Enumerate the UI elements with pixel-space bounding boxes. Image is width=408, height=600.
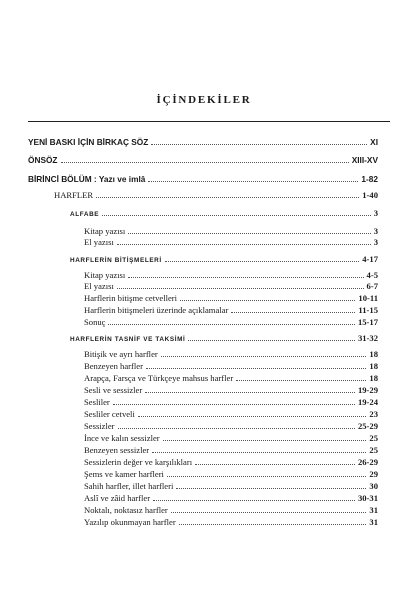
toc-entry	[28, 174, 378, 184]
toc-leader-dots	[148, 175, 358, 182]
toc-entry-title: Kitap yazısı	[84, 226, 126, 236]
toc-leader-dots	[163, 434, 367, 441]
toc-entry	[84, 226, 378, 236]
toc-entry-page: 25-29	[357, 421, 378, 431]
toc-entry	[84, 517, 378, 527]
toc-leader-dots	[180, 294, 355, 301]
toc-entry-page: 18	[369, 349, 378, 359]
toc-entry-title: Harflerin bitişme cetvelleri	[84, 293, 178, 303]
toc-leader-dots	[128, 227, 370, 234]
toc-entry-title: Aslî ve zâid harfler	[84, 493, 151, 503]
toc-entry-page: 3	[373, 226, 378, 236]
toc-entry-title: Sesliler	[84, 397, 110, 407]
toc-entry-page: 4-5	[366, 270, 378, 280]
toc-leader-dots	[165, 255, 359, 262]
toc-entry-page: 29	[369, 469, 378, 479]
toc-entry-page: 19-29	[357, 385, 378, 395]
toc-entry	[84, 409, 378, 419]
toc-leader-dots	[231, 306, 355, 313]
toc-entry-page: XI	[370, 137, 378, 147]
toc-leader-dots	[195, 458, 355, 465]
toc-entry-page: 31-32	[357, 333, 378, 343]
toc-entry-title: ALFABE	[70, 211, 100, 218]
toc-entry	[28, 155, 378, 165]
toc-entry-title: Sonuç	[84, 317, 106, 327]
toc-entry-page: 4-17	[362, 254, 378, 264]
toc-entry-title: Bitişik ve ayrı harfler	[84, 349, 158, 359]
toc-entry-title: İnce ve kalın sessizler	[84, 433, 160, 443]
toc-entry-title: Sessizler	[84, 421, 115, 431]
toc-entry	[28, 137, 378, 147]
toc-entry-page: 1-82	[361, 174, 378, 184]
toc-entry-title: Arapça, Farsça ve Türkçeye mahsus harfler	[84, 373, 234, 383]
toc-entry-page: 18	[369, 373, 378, 383]
toc-leader-dots	[117, 282, 364, 289]
toc-entry	[84, 305, 378, 315]
toc-entry	[84, 270, 378, 280]
toc-leader-dots	[138, 410, 367, 417]
toc-entry	[84, 421, 378, 431]
toc-leader-dots	[167, 470, 366, 477]
toc-entry	[84, 385, 378, 395]
toc-entry-title: Şems ve kamer harfleri	[84, 469, 164, 479]
toc-entry	[70, 208, 378, 220]
toc-leader-dots	[188, 334, 355, 341]
toc-leader-dots	[146, 362, 366, 369]
toc-entry-title: HARFLER	[54, 190, 94, 200]
toc-entry-page: 10-11	[358, 293, 378, 303]
toc-entry	[84, 281, 378, 291]
toc-entry-title: BİRİNCİ BÖLÜM : Yazı ve imlâ	[28, 174, 146, 184]
title-rule	[28, 121, 390, 122]
toc-entry-page: 25	[369, 445, 378, 455]
toc-entry-page: 1-40	[362, 190, 378, 200]
toc-entry-page: 3	[373, 237, 378, 247]
toc-entry-page: 30	[369, 481, 378, 491]
toc-leader-dots	[128, 271, 363, 278]
toc-entry-page: 30-31	[357, 493, 378, 503]
toc-entry-title: ÖNSÖZ	[28, 155, 58, 165]
toc-leader-dots	[171, 506, 367, 513]
toc-entry-page: 31	[369, 517, 378, 527]
toc-entry-page: 25	[369, 433, 378, 443]
toc-entry-page: 19-24	[357, 397, 378, 407]
toc-leader-dots	[113, 398, 355, 405]
toc-entry-page: XIII-XV	[351, 155, 378, 165]
toc-entry	[84, 505, 378, 515]
toc-entry-page: 6-7	[366, 281, 378, 291]
toc-entry	[54, 190, 378, 200]
toc-entry-title: HARFLERİN TASNİF VE TAKSİMİ	[70, 336, 186, 343]
toc-entry-title: HARFLERİN BİTİŞMELERİ	[70, 257, 162, 264]
toc-entry-page: 15-17	[357, 317, 378, 327]
toc-entry	[84, 317, 378, 327]
toc-leader-dots	[161, 350, 367, 357]
toc-entry	[84, 457, 378, 467]
toc-entry-title: Kitap yazısı	[84, 270, 126, 280]
toc-entry-title: Benzeyen sessizler	[84, 445, 150, 455]
toc-entry-title: Sahih harfler, illet harfleri	[84, 481, 174, 491]
toc-entry-title: Sesli ve sessizler	[84, 385, 143, 395]
toc-entry	[84, 349, 378, 359]
toc-entry	[70, 254, 378, 266]
toc-entry	[84, 373, 378, 383]
toc-entry-title: El yazısı	[84, 281, 114, 291]
toc-entry	[84, 493, 378, 503]
toc-leader-dots	[153, 494, 355, 501]
toc-leader-dots	[118, 422, 355, 429]
toc-leader-dots	[117, 238, 371, 245]
toc-leader-dots	[236, 374, 366, 381]
page-title: İÇİNDEKİLER	[156, 94, 252, 106]
toc-entry-title: Harflerin bitişmeleri üzerinde açıklamalar	[84, 305, 229, 315]
toc-leader-dots	[102, 209, 371, 216]
toc-leader-dots	[61, 156, 349, 163]
toc-entry-title: YENİ BASKI İÇİN BİRKAÇ SÖZ	[28, 137, 149, 147]
toc-leader-dots	[108, 318, 354, 325]
toc-entry-page: 3	[373, 208, 378, 218]
toc-entry-title: Benzeyen harfler	[84, 361, 143, 371]
toc-entry-title: Sessizlerin değer ve karşılıkları	[84, 457, 193, 467]
toc-entry	[84, 361, 378, 371]
toc-entry	[84, 237, 378, 247]
toc-entry	[84, 481, 378, 491]
toc-entry-title: Yazılıp okunmayan harfler	[84, 517, 176, 527]
toc-entry-page: 18	[369, 361, 378, 371]
toc-entry	[84, 293, 378, 303]
toc-entry	[84, 445, 378, 455]
toc-entry	[84, 433, 378, 443]
toc-entry	[84, 469, 378, 479]
toc-leader-dots	[152, 446, 366, 453]
toc-entry	[70, 333, 378, 345]
toc-leader-dots	[151, 138, 367, 145]
toc-entry-page: 26-29	[357, 457, 378, 467]
toc-entry-title: Noktalı, noktasız harfler	[84, 505, 168, 515]
toc-entry-page: 31	[369, 505, 378, 515]
toc-leader-dots	[96, 191, 359, 198]
toc-leader-dots	[145, 386, 355, 393]
toc-leader-dots	[176, 482, 366, 489]
toc-entry-page: 11-15	[358, 305, 378, 315]
toc-entry-page: 23	[369, 409, 378, 419]
toc-entry-title: Sesliler cetveli	[84, 409, 135, 419]
toc-entry	[84, 397, 378, 407]
toc-entry-title: El yazısı	[84, 237, 114, 247]
toc-leader-dots	[179, 518, 367, 525]
